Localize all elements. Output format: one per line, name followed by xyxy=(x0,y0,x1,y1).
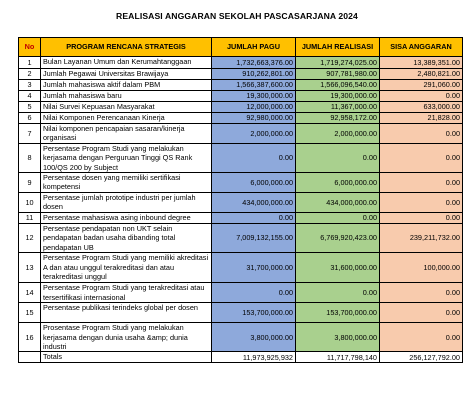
row-number: 16 xyxy=(19,323,41,352)
realisasi-amount: 153,700,000.00 xyxy=(296,303,380,323)
program-name: Bulan Layanan Umum dan Kerumahtanggaan xyxy=(41,57,212,69)
row-number: 9 xyxy=(19,173,41,193)
row-number: 2 xyxy=(19,69,41,80)
row-number: 5 xyxy=(19,102,41,113)
realisasi-amount: 6,000,000.00 xyxy=(296,173,380,193)
sisa-amount: 0.00 xyxy=(380,124,463,144)
sisa-amount: 0.00 xyxy=(380,323,463,352)
table-row xyxy=(19,173,463,193)
program-name: Prosentase Program Studi yang melakukan kerjasama dengan dunia usaha &amp; dunia industri xyxy=(41,323,212,352)
row-number: 13 xyxy=(19,253,41,283)
pagu-amount: 31,700,000.00 xyxy=(212,253,296,283)
row-number: 7 xyxy=(19,124,41,144)
table-body xyxy=(19,57,463,363)
sisa-amount: 0.00 xyxy=(380,213,463,224)
table-row xyxy=(19,102,463,113)
table-row xyxy=(19,283,463,303)
pagu-amount: 0.00 xyxy=(212,143,296,172)
program-name: Nilai Komponen Perencanaan Kinerja xyxy=(41,113,212,124)
totals-pagu: 11,973,925,932 xyxy=(212,352,296,363)
sisa-amount: 291,060.00 xyxy=(380,80,463,91)
program-name: Persentase Program Studi yang memiliki akreditasi A dan atau unggul terakreditasi dan atau terakreditasi unggul xyxy=(41,253,212,283)
header-pagu: JUMLAH PAGU xyxy=(212,38,296,57)
realisasi-amount: 0.00 xyxy=(296,283,380,303)
sisa-amount: 0.00 xyxy=(380,143,463,172)
table-row xyxy=(19,143,463,172)
row-number: 6 xyxy=(19,113,41,124)
report-title: REALISASI ANGGARAN SEKOLAH PASCASARJANA 2024 xyxy=(116,11,358,21)
program-name: Jumlah mahasiswa baru xyxy=(41,91,212,102)
program-name: Persentase Program Studi yang melakukan kerjasama dengan Perguruan Tinggi QS Rank 100/QS 200 by Subject xyxy=(41,143,212,172)
table-row xyxy=(19,213,463,224)
pagu-amount: 7,009,132,155.00 xyxy=(212,224,296,253)
realisasi-amount: 31,600,000.00 xyxy=(296,253,380,283)
row-number: 12 xyxy=(19,224,41,253)
table-row xyxy=(19,80,463,91)
table-row xyxy=(19,124,463,144)
pagu-amount: 1,566,387,600.00 xyxy=(212,80,296,91)
totals-label: Totals xyxy=(41,352,212,363)
realisasi-amount: 6,769,920,423.00 xyxy=(296,224,380,253)
realisasi-amount: 907,781,980.00 xyxy=(296,69,380,80)
realisasi-amount: 92,958,172.00 xyxy=(296,113,380,124)
realisasi-amount: 3,800,000.00 xyxy=(296,323,380,352)
table-row xyxy=(19,113,463,124)
row-number: 15 xyxy=(19,303,41,323)
row-number: 10 xyxy=(19,193,41,213)
program-name: Jumlah Pegawai Universitas Brawijaya xyxy=(41,69,212,80)
row-number: 8 xyxy=(19,143,41,172)
row-number: 1 xyxy=(19,57,41,69)
program-name: Nilai Survei Kepuasan Masyarakat xyxy=(41,102,212,113)
sisa-amount: 239,211,732.00 xyxy=(380,224,463,253)
pagu-amount: 12,000,000.00 xyxy=(212,102,296,113)
realisasi-amount: 0.00 xyxy=(296,143,380,172)
header-program: PROGRAM RENCANA STRATEGIS xyxy=(41,38,212,57)
sisa-amount: 13,389,351.00 xyxy=(380,57,463,69)
sisa-amount: 0.00 xyxy=(380,91,463,102)
header-sisa: SISA ANGGARAN xyxy=(380,38,463,57)
program-name: Jumlah mahasiswa aktif dalam PBM xyxy=(41,80,212,91)
program-name: Persentase publikasi terindeks global per dosen xyxy=(41,303,212,323)
program-name: Persentase jumlah prototipe industri per jumlah dosen xyxy=(41,193,212,213)
realisasi-amount: 1,719,274,025.00 xyxy=(296,57,380,69)
program-name: Persentase dosen yang memiliki sertifikasi kompetensi xyxy=(41,173,212,193)
sisa-amount: 21,828.00 xyxy=(380,113,463,124)
pagu-amount: 2,000,000.00 xyxy=(212,124,296,144)
pagu-amount: 0.00 xyxy=(212,213,296,224)
realisasi-amount: 1,566,096,540.00 xyxy=(296,80,380,91)
realisasi-amount: 11,367,000.00 xyxy=(296,102,380,113)
table-row xyxy=(19,91,463,102)
sisa-amount: 100,000.00 xyxy=(380,253,463,283)
table-row xyxy=(19,69,463,80)
program-name: Nilai komponen pencapaian sasaran/kinerja organisasi xyxy=(41,124,212,144)
totals-realisasi: 11,717,798,140 xyxy=(296,352,380,363)
sisa-amount: 0.00 xyxy=(380,173,463,193)
program-name: Persentase pendapatan non UKT selain pendapatan badan usaha dibanding total pendapatan UB xyxy=(41,224,212,253)
table-row xyxy=(19,57,463,69)
sisa-amount: 0.00 xyxy=(380,193,463,213)
header-row xyxy=(19,38,463,57)
table-row xyxy=(19,253,463,283)
realisasi-amount: 19,300,000.00 xyxy=(296,91,380,102)
pagu-amount: 1,732,663,376.00 xyxy=(212,57,296,69)
sisa-amount: 633,000.00 xyxy=(380,102,463,113)
sisa-amount: 0.00 xyxy=(380,303,463,323)
sisa-amount: 2,480,821.00 xyxy=(380,69,463,80)
table-row xyxy=(19,303,463,323)
pagu-amount: 153,700,000.00 xyxy=(212,303,296,323)
row-number: 4 xyxy=(19,91,41,102)
pagu-amount: 910,262,801.00 xyxy=(212,69,296,80)
realisasi-amount: 434,000,000.00 xyxy=(296,193,380,213)
table-row xyxy=(19,193,463,213)
pagu-amount: 3,800,000.00 xyxy=(212,323,296,352)
table-row xyxy=(19,224,463,253)
budget-table xyxy=(18,37,463,363)
table-row xyxy=(19,323,463,352)
totals-sisa: 256,127,792.00 xyxy=(380,352,463,363)
pagu-amount: 19,300,000.00 xyxy=(212,91,296,102)
totals-row xyxy=(19,352,463,363)
row-number: 11 xyxy=(19,213,41,224)
realisasi-amount: 0.00 xyxy=(296,213,380,224)
realisasi-amount: 2,000,000.00 xyxy=(296,124,380,144)
sisa-amount: 0.00 xyxy=(380,283,463,303)
program-name: Persentase mahasiswa asing inbound degree xyxy=(41,213,212,224)
header-no: No xyxy=(19,38,41,57)
row-number: 3 xyxy=(19,80,41,91)
pagu-amount: 0.00 xyxy=(212,283,296,303)
pagu-amount: 92,980,000.00 xyxy=(212,113,296,124)
totals-no-cell xyxy=(19,352,41,363)
program-name: Persentase Program Studi yang terakreditasi atau tersertifikasi internasional xyxy=(41,283,212,303)
pagu-amount: 434,000,000.00 xyxy=(212,193,296,213)
header-realisasi: JUMLAH REALISASI xyxy=(296,38,380,57)
row-number: 14 xyxy=(19,283,41,303)
pagu-amount: 6,000,000.00 xyxy=(212,173,296,193)
